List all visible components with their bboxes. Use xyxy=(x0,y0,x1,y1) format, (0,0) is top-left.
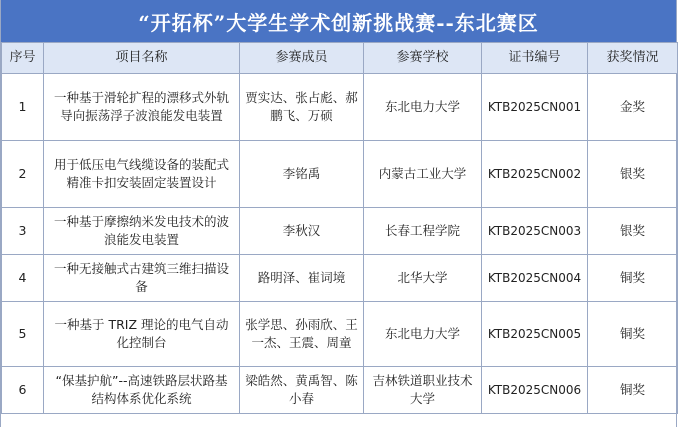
cell-school: 内蒙古工业大学 xyxy=(364,141,482,208)
cell-award: 铜奖 xyxy=(588,367,678,414)
table-row xyxy=(2,302,678,367)
header-cert: 证书编号 xyxy=(482,43,588,74)
header-award: 获奖情况 xyxy=(588,43,678,74)
cell-members: 贾实达、张占彪、郝鹏飞、万硕 xyxy=(240,74,364,141)
cell-award: 银奖 xyxy=(588,141,678,208)
cell-members: 路明泽、崔词境 xyxy=(240,255,364,302)
cell-index: 2 xyxy=(2,141,44,208)
cell-project: 一种基于滑轮扩程的漂移式外轨导向振荡浮子波浪能发电装置 xyxy=(44,74,240,141)
cell-school: 北华大学 xyxy=(364,255,482,302)
cell-award: 金奖 xyxy=(588,74,678,141)
cell-index: 4 xyxy=(2,255,44,302)
table-row xyxy=(2,141,678,208)
cell-award: 铜奖 xyxy=(588,302,678,367)
cell-award: 银奖 xyxy=(588,208,678,255)
cell-school: 吉林铁道职业技术大学 xyxy=(364,367,482,414)
cell-index: 5 xyxy=(2,302,44,367)
cell-members: 李铭禹 xyxy=(240,141,364,208)
cell-index: 3 xyxy=(2,208,44,255)
cell-cert: KTB2025CN001 xyxy=(482,74,588,141)
cell-cert: KTB2025CN006 xyxy=(482,367,588,414)
cell-award: 铜奖 xyxy=(588,255,678,302)
cell-project: 一种基于 TRIZ 理论的电气自动化控制台 xyxy=(44,302,240,367)
header-project: 项目名称 xyxy=(44,43,240,74)
header-members: 参赛成员 xyxy=(240,43,364,74)
cell-members: 李秋汉 xyxy=(240,208,364,255)
cell-cert: KTB2025CN005 xyxy=(482,302,588,367)
cell-cert: KTB2025CN004 xyxy=(482,255,588,302)
table-row xyxy=(2,208,678,255)
page-title: “开拓杯”大学生学术创新挑战赛--东北赛区 xyxy=(1,0,676,42)
cell-members: 张学思、孙雨欣、王一杰、王震、周童 xyxy=(240,302,364,367)
cell-school: 长春工程学院 xyxy=(364,208,482,255)
table-row xyxy=(2,74,678,141)
cell-index: 1 xyxy=(2,74,44,141)
header-school: 参赛学校 xyxy=(364,43,482,74)
header-index: 序号 xyxy=(2,43,44,74)
cell-project: 一种无接触式古建筑三维扫描设备 xyxy=(44,255,240,302)
cell-index: 6 xyxy=(2,367,44,414)
cell-school: 东北电力大学 xyxy=(364,302,482,367)
cell-members: 梁皓然、黄禹智、陈小春 xyxy=(240,367,364,414)
table-row xyxy=(2,367,678,414)
cell-project: 一种基于摩擦纳米发电技术的波浪能发电装置 xyxy=(44,208,240,255)
table-header-row xyxy=(2,43,678,74)
cell-cert: KTB2025CN002 xyxy=(482,141,588,208)
table-row xyxy=(2,255,678,302)
cell-project: “保基护航”--高速铁路层状路基结构体系优化系统 xyxy=(44,367,240,414)
cell-project: 用于低压电气线缆设备的装配式精准卡扣安装固定装置设计 xyxy=(44,141,240,208)
cell-cert: KTB2025CN003 xyxy=(482,208,588,255)
cell-school: 东北电力大学 xyxy=(364,74,482,141)
awards-table xyxy=(1,42,678,414)
